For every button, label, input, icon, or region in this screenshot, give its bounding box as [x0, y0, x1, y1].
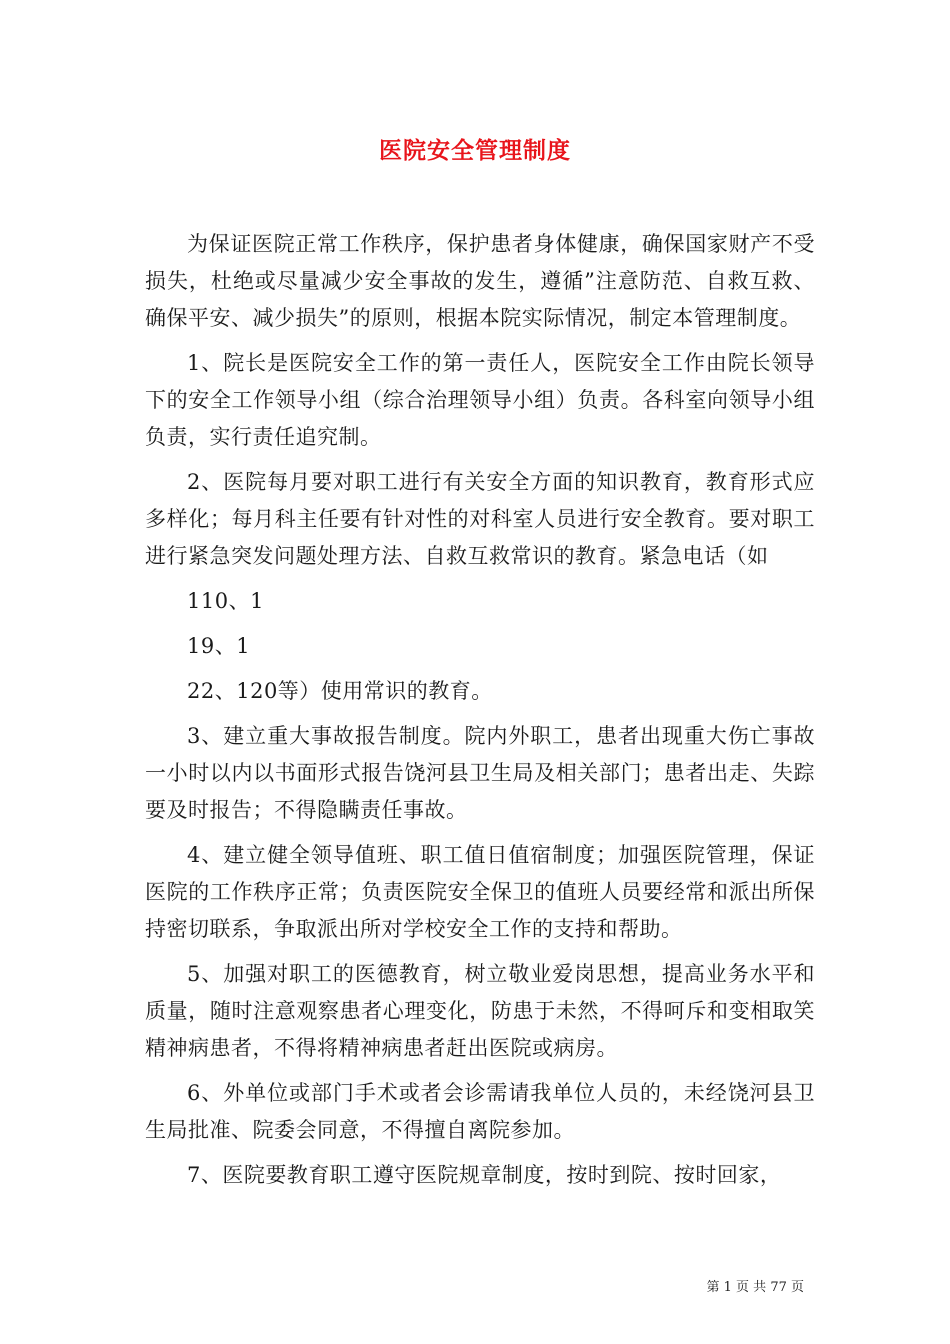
clause-6-paragraph: 6、外单位或部门手术或者会诊需请我单位人员的，未经饶河县卫生局批准、院委会同意，不得擅自离院参加。: [145, 1081, 815, 1142]
clause-5-paragraph: 5、加强对职工的医德教育，树立敬业爱岗思想，提高业务水平和质量，随时注意观察患者心理变化，防患于未然，不得呵斥和变相取笑精神病患者，不得将精神病患者赶出医院或病房。: [145, 962, 815, 1060]
clause-2-paragraph: 2、医院每月要对职工进行有关安全方面的知识教育，教育形式应多样化；每月科主任要有针对性的对科室人员进行安全教育。要对职工进行紧急突发问题处理方法、自救互救常识的教育。紧急电话（如: [145, 470, 815, 568]
document-title: 医院安全管理制度: [379, 138, 571, 164]
phone-line-1: 110、1: [187, 589, 264, 613]
intro-paragraph: 为保证医院正常工作秩序，保护患者身体健康，确保国家财产不受损失，杜绝或尽量减少安全事故的发生，遵循”注意防范、自救互救、确保平安、减少损失”的原则，根据本院实际情况，制定本管理制度。: [145, 232, 815, 330]
document-body: [145, 226, 815, 1194]
phone-line-2: 19、1: [187, 634, 251, 658]
clause-7-paragraph: 7、医院要教育职工遵守医院规章制度，按时到院、按时回家，: [187, 1163, 782, 1187]
clause-3-paragraph: 3、建立重大事故报告制度。院内外职工，患者出现重大伤亡事故一小时以内以书面形式报告饶河县卫生局及相关部门；患者出走、失踪要及时报告；不得隐瞒责任事故。: [145, 724, 815, 822]
clause-1-paragraph: 1、院长是医院安全工作的第一责任人，医院安全工作由院长领导下的安全工作领导小组（综合治理领导小组）负责。各科室向领导小组负责，实行责任追究制。: [145, 351, 815, 449]
page-number: 第 1 页 共 77 页: [706, 1280, 804, 1295]
phone-line-3: 22、120等）使用常识的教育。: [187, 679, 493, 703]
clause-4-paragraph: 4、建立健全领导值班、职工值日值宿制度；加强医院管理，保证医院的工作秩序正常；负责医院安全保卫的值班人员要经常和派出所保持密切联系，争取派出所对学校安全工作的支持和帮助。: [145, 843, 815, 941]
